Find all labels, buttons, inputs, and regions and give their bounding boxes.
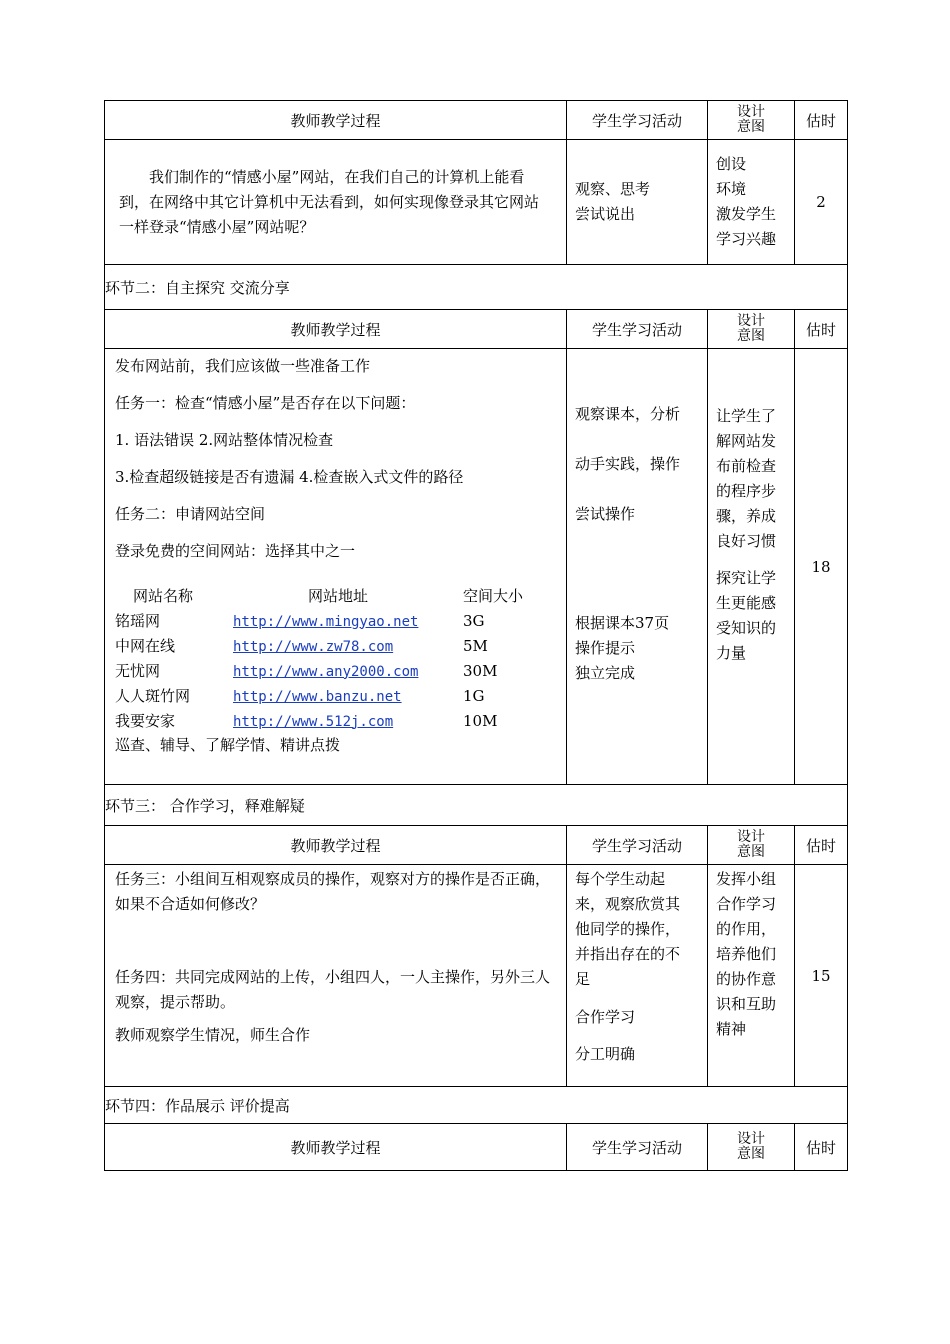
header-row: 教师教学过程 学生学习活动 设计 意图 估时 (105, 310, 848, 349)
site-list-header: 网站名称 网站地址 空间大小 (133, 587, 524, 605)
site-row: 我要安家 http://www.512j.com 10M (115, 711, 498, 730)
explore-design: 让学生了 解网站发 布前检查 的程序步 骤，养成 良好习惯 探究让学 生更能感 受知识的 力量 (708, 349, 795, 785)
intro-design: 创设 环境 激发学生 学习兴趣 (708, 140, 795, 265)
intro-student: 观察、思考 尝试说出 (567, 140, 708, 265)
explore-student: 观察课本，分析 动手实践，操作 尝试操作 根据课本37页 操作提示 独立完成 (567, 349, 708, 785)
section-2-row (105, 265, 848, 310)
site-row: 人人斑竹网 http://www.banzu.net 1G (115, 686, 485, 705)
explore-time: 18 (795, 349, 848, 785)
teacher-footer: 巡查、辅导、了解学情、精讲点拨 (115, 736, 341, 754)
site-link[interactable]: http://www.zw78.com (233, 638, 394, 655)
cooperate-row (105, 865, 848, 1087)
cooperate-teacher: 任务三：小组间互相观察成员的操作，观察对方的操作是否正确，如果不合适如何修改？ 任务四：共同完成网站的上传，小组四人，一人主操作，另外三人观察，提示帮助。 教师观察学生情况，师生合作 (105, 865, 567, 1087)
header-row: 教师教学过程 学生学习活动 设计 意图 估时 (105, 826, 848, 865)
section-3-row (105, 785, 848, 826)
intro-teacher-text: 我们制作的“情感小屋”网站，在我们自己的计算机上能看到，在网络中其它计算机中无法看到，如何实现像登录其它网站一样登录“情感小屋”网站呢？ (119, 167, 540, 236)
cooperate-design: 发挥小组 合作学习 的作用， 培养他们 的协作意 识和互助 精神 (708, 865, 795, 1087)
header-teacher: 教师教学过程 (105, 101, 567, 140)
site-link[interactable]: http://www.mingyao.net (233, 613, 419, 630)
header-student: 学生学习活动 (567, 101, 708, 140)
site-list (115, 583, 556, 733)
site-link[interactable]: http://www.512j.com (233, 713, 394, 730)
cooperate-time: 15 (795, 865, 848, 1087)
cooperate-student: 每个学生动起 来，观察欣赏其 他同学的操作， 并指出存在的不 足 合作学习 分工明确 (567, 865, 708, 1087)
explore-teacher: 发布网站前，我们应该做一些准备工作 任务一：检查“情感小屋”是否存在以下问题： 1. 语法错误 2.网站整体情况检查 3.检查超级链接是否有遗漏 4.检查嵌入式文件的路径 任务二：申请网站空间 登录免费的空间网站：选择其中之一 网站名称 网站地址 空间大小 铭瑶网 http://www.mingyao.net 3G 中网在线 http://www.zw78.com 5M 无忧网 http://www.any2000.com 30M 人人斑竹网 http://www.banzu.net 1G 我要安家 http://www.512j.com 10M 巡查、辅导、了解学情、精讲点拨 (105, 349, 567, 785)
header-row: 教师教学过程 学生学习活动 设计 意图 估时 (105, 1124, 848, 1171)
header-time: 估时 (795, 101, 848, 140)
section-3-title: 环节三： 合作学习，释难解疑 (105, 785, 848, 826)
site-row: 无忧网 http://www.any2000.com 30M (115, 661, 498, 680)
lesson-plan-table (104, 100, 848, 1171)
site-link[interactable]: http://www.any2000.com (233, 663, 419, 680)
intro-time: 2 (795, 140, 848, 265)
section-4-row (105, 1087, 848, 1124)
site-row: 铭瑶网 http://www.mingyao.net 3G (115, 611, 485, 630)
header-design: 设计 意图 (708, 101, 795, 140)
section-4-title: 环节四：作品展示 评价提高 (105, 1087, 848, 1124)
site-link[interactable]: http://www.banzu.net (233, 688, 402, 705)
section-2-title: 环节二：自主探究 交流分享 (105, 265, 848, 310)
header-row (105, 101, 848, 140)
intro-row (105, 140, 848, 265)
site-row: 中网在线 http://www.zw78.com 5M (115, 636, 488, 655)
explore-row (105, 349, 848, 785)
